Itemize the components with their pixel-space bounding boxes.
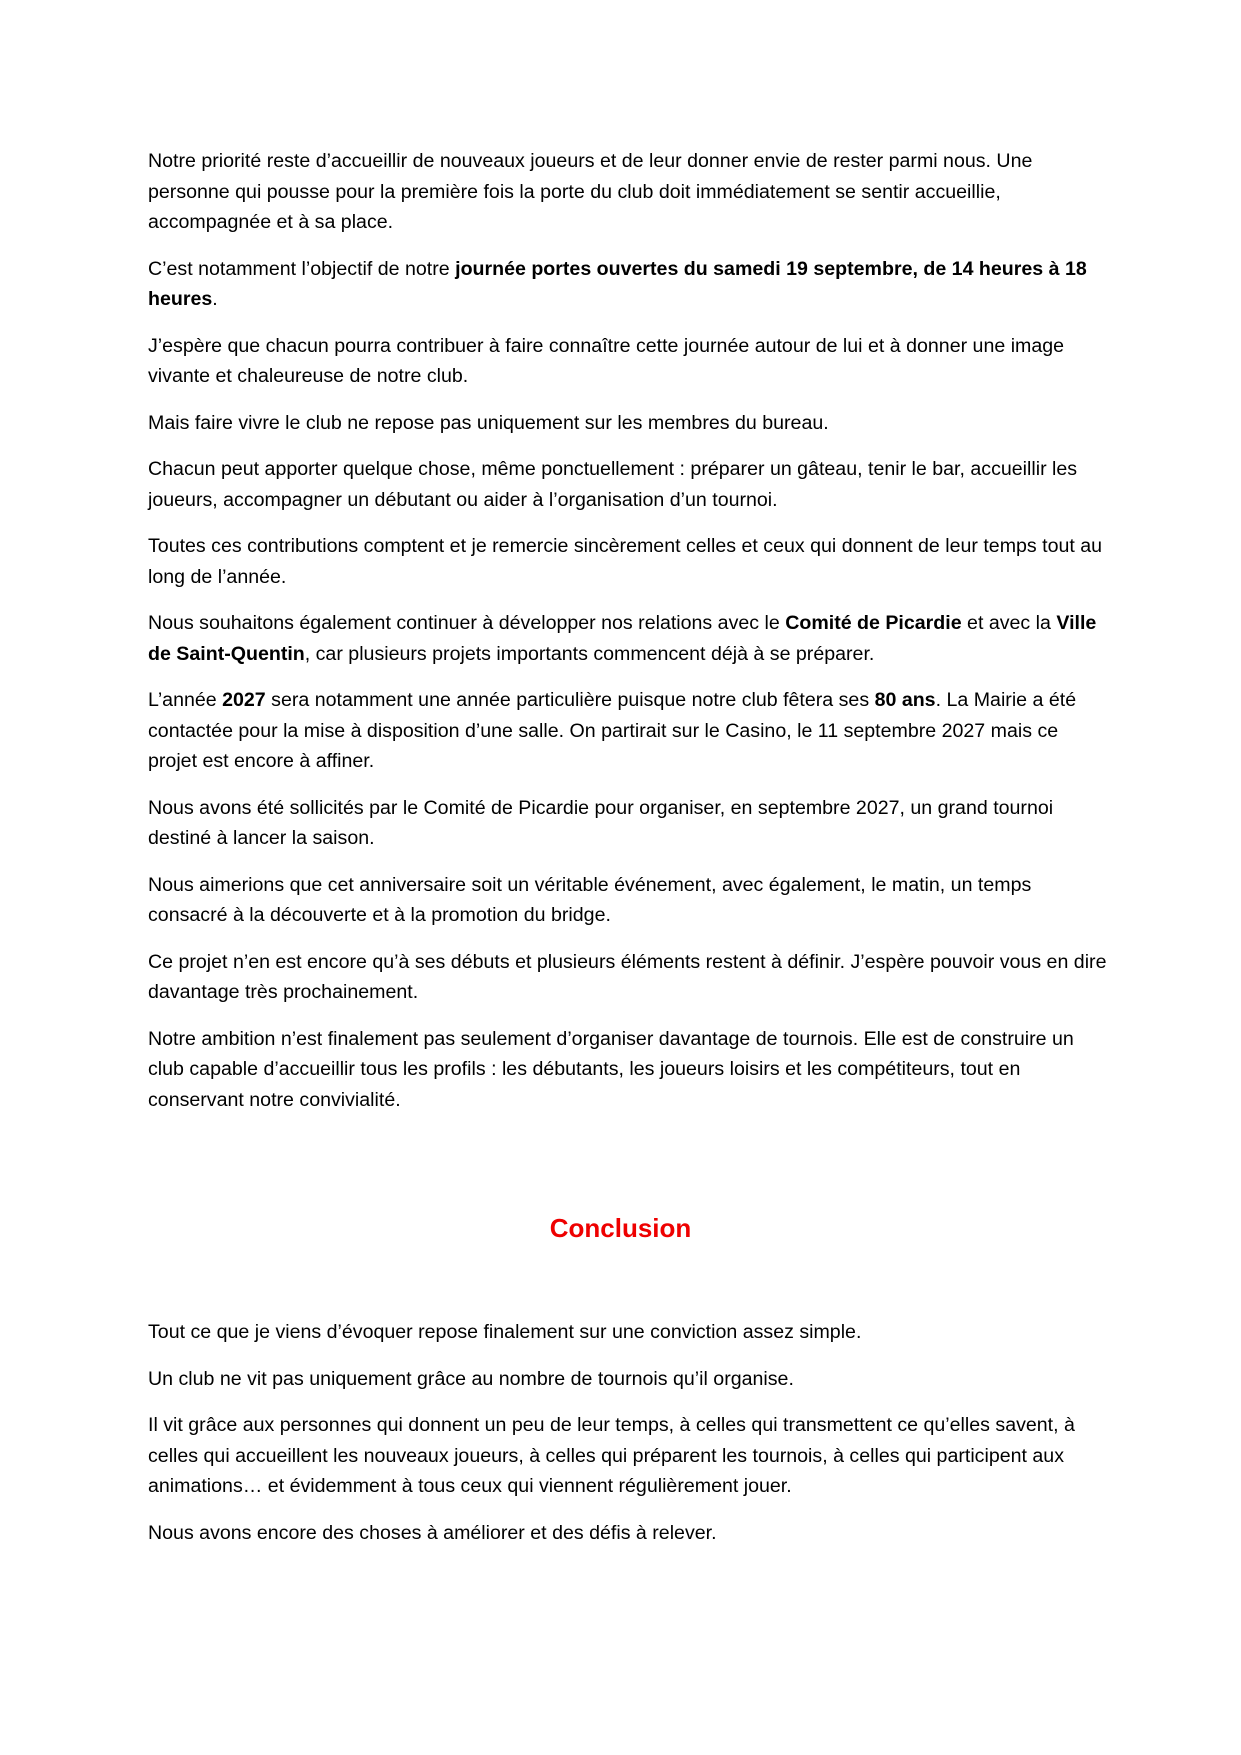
bold-text-segment: 2027 xyxy=(222,689,266,711)
paragraph xyxy=(148,608,1108,669)
text-segment: Il vit grâce aux personnes qui donnent un peu de leur temps, à celles qui transmettent ce qu’elles savent, à celles qui accueillent les nouveaux joueurs, à celles qui préparent les tournois, à celles qui participent aux animations… et évidemment à tous ceux qui viennent régulièrement jouer. xyxy=(148,1414,1075,1497)
paragraph xyxy=(148,1364,1108,1395)
paragraph xyxy=(148,870,1108,931)
text-segment: Un club ne vit pas uniquement grâce au nombre de tournois qu’il organise. xyxy=(148,1367,794,1390)
text-segment: Toutes ces contributions comptent et je remercie sincèrement celles et ceux qui donnent de leur temps tout au long de l’année. xyxy=(148,535,1103,588)
paragraph xyxy=(148,685,1108,777)
conclusion-section xyxy=(148,1317,1108,1548)
text-segment: sera notamment une année particulière puisque notre club fêtera ses xyxy=(265,689,875,711)
bold-text-segment: 80 ans xyxy=(874,689,936,711)
paragraph xyxy=(148,1410,1108,1502)
paragraph xyxy=(148,1317,1108,1348)
body-text-section xyxy=(148,146,1108,1115)
text-segment: , car plusieurs projets importants commencent déjà à se préparer. xyxy=(304,642,875,665)
text-segment: Nous souhaitons également continuer à développer nos relations avec le xyxy=(148,612,786,634)
paragraph xyxy=(148,254,1108,315)
text-segment: Chacun peut apporter quelque chose, même ponctuellement : préparer un gâteau, tenir le bar, accueillir les joueurs, accompagner un débutant ou aider à l’organisation d’un tournoi. xyxy=(148,458,1078,511)
paragraph xyxy=(148,331,1108,392)
conclusion-heading: Conclusion xyxy=(549,1213,692,1243)
text-segment: L’année xyxy=(148,689,223,711)
paragraph xyxy=(148,531,1108,592)
paragraph xyxy=(148,947,1108,1008)
text-segment: Notre priorité reste d’accueillir de nouveaux joueurs et de leur donner envie de rester parmi nous. Une personne qui pousse pour la première fois la porte du club doit immédiatement se sentir accueillie, accompagnée et à sa place. xyxy=(148,150,1033,233)
paragraph xyxy=(148,793,1108,854)
text-segment: Nous avons été sollicités par le Comité de Picardie pour organiser, en septembre 2027, un grand tournoi destiné à lancer la saison. xyxy=(148,796,1054,849)
text-segment: Nous aimerions que cet anniversaire soit un véritable événement, avec également, le matin, un temps consacré à la découverte et à la promotion du bridge. xyxy=(148,873,1032,926)
text-segment: . xyxy=(212,288,218,310)
text-segment: . La Mairie a été contactée pour la mise à disposition d’une salle. On partirait sur le Casino, le 11 septembre 2027 mais ce projet est encore à affiner. xyxy=(148,689,1077,772)
text-segment: Mais faire vivre le club ne repose pas uniquement sur les membres du bureau. xyxy=(148,411,829,434)
bold-text-segment: Comité de Picardie xyxy=(785,612,962,634)
paragraph xyxy=(148,408,1108,439)
paragraph xyxy=(148,1518,1108,1549)
paragraph xyxy=(148,146,1108,238)
text-segment: Tout ce que je viens d’évoquer repose finalement sur une conviction assez simple. xyxy=(148,1321,862,1343)
text-segment: J’espère que chacun pourra contribuer à faire connaître cette journée autour de lui et à donner une image vivante et chaleureuse de notre club. xyxy=(148,334,1065,387)
bold-text-segment: Ville de Saint-Quentin xyxy=(148,612,1097,665)
text-segment: Ce projet n’en est encore qu’à ses débuts et plusieurs éléments restent à définir. J’espère pouvoir vous en dire davantage très prochainement. xyxy=(148,950,1107,1003)
bold-text-segment: journée portes ouvertes du samedi 19 septembre, de 14 heures à 18 heures xyxy=(148,257,1087,310)
paragraph xyxy=(148,1024,1108,1116)
text-segment: et avec la xyxy=(961,612,1057,634)
text-segment: C’est notamment l’objectif de notre xyxy=(148,257,456,280)
text-segment: Nous avons encore des choses à améliorer et des défis à relever. xyxy=(148,1521,717,1544)
text-segment: Notre ambition n’est finalement pas seulement d’organiser davantage de tournois. Elle est de construire un club capable d’accueillir tous les profils : les débutants, les joueurs loisirs et les compétiteurs, tout en conservant notre convivialité. xyxy=(148,1027,1074,1111)
paragraph xyxy=(148,454,1108,515)
